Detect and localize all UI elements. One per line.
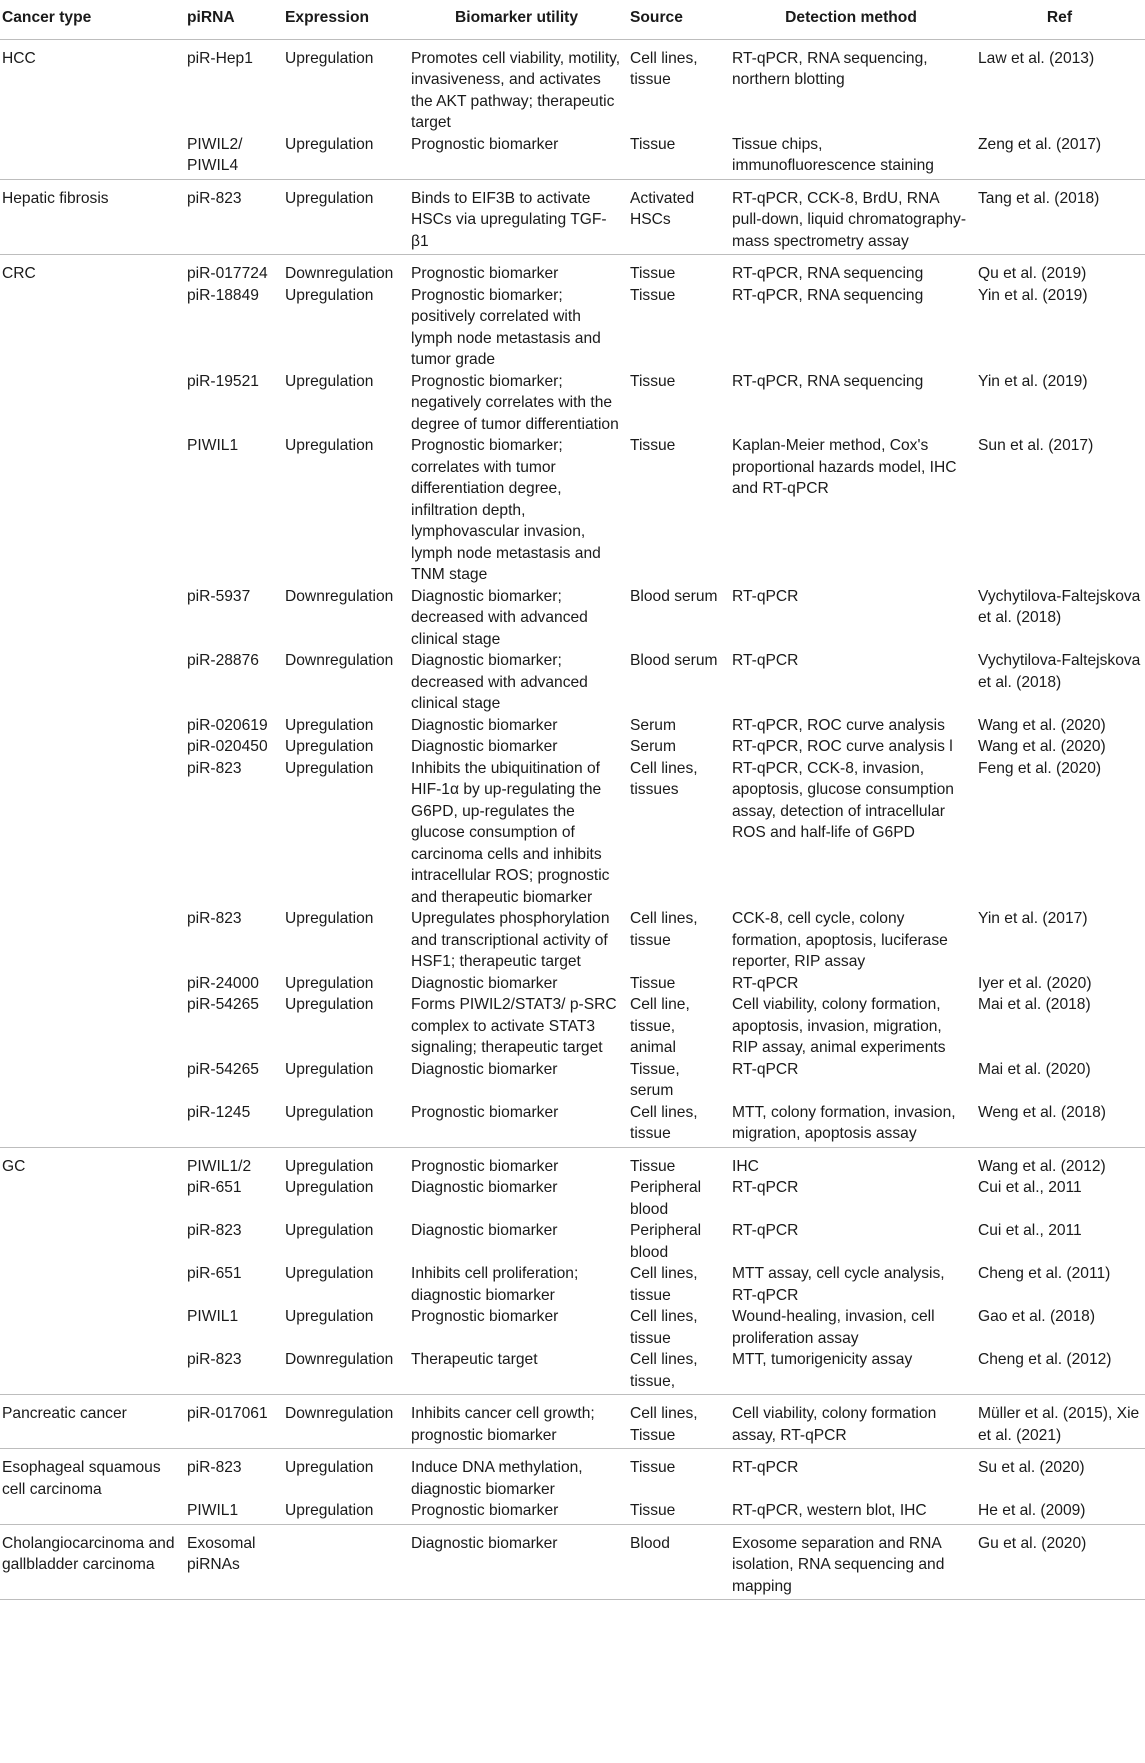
- cell-cancer-type: [0, 1306, 183, 1349]
- table-row: [0, 134, 1145, 180]
- cell-source: Cell lines, tissue: [630, 1265, 698, 1304]
- cell-ref: Müller et al. (2015), Xie et al. (2021): [974, 1395, 1145, 1449]
- cell-biomarker-utility: Prognostic biomarker: [411, 265, 559, 282]
- cell-cancer-type: GC: [2, 1157, 26, 1175]
- cell-detection-method: Wound-healing, invasion, cell proliferation assay: [732, 1308, 935, 1347]
- cell-cancer-type: Hepatic fibrosis: [0, 179, 183, 255]
- cell-source: Cell lines, tissue,: [626, 1349, 728, 1395]
- cell-source: Cell line, tissue, animal: [630, 996, 690, 1056]
- cell-biomarker-utility: Binds to EIF3B to activate HSCs via upregulating TGF-β1: [407, 179, 626, 255]
- table-row: [0, 1524, 1145, 1600]
- table-row: [0, 1449, 1145, 1501]
- cell-source: Blood serum: [630, 652, 718, 669]
- cell-detection-method: Cell viability, colony formation, apoptosis, invasion, migration, RIP assay, animal experiments: [732, 996, 946, 1056]
- cell-biomarker-utility: Prognostic biomarker: [407, 134, 626, 180]
- cell-source: Tissue: [626, 1500, 728, 1524]
- cell-biomarker-utility: Inhibits the ubiquitination of HIF-1α by up-regulating the G6PD, up-regulates the glucose consumption of carcinoma cells and inhibits intracellular ROS; prognostic and therapeutic biomarker: [411, 759, 610, 906]
- cell-ref: Tang et al. (2018): [974, 179, 1145, 255]
- cell-source: Cell lines, tissue: [630, 910, 698, 949]
- cell-ref: Cheng et al. (2011): [978, 1265, 1111, 1282]
- cell-expression: Upregulation: [285, 1459, 374, 1476]
- cell-expression: Upregulation: [285, 437, 374, 454]
- cell-detection-method: RT-qPCR: [732, 1179, 799, 1196]
- cell-biomarker-utility: Diagnostic biomarker: [411, 738, 558, 755]
- cell-pirna: PIWIL1: [187, 1308, 239, 1325]
- table-row: [0, 39, 1145, 134]
- cell-expression: Upregulation: [285, 974, 374, 992]
- cell-detection-method: Tissue chips, immunofluorescence staining: [728, 134, 974, 180]
- cell-source: Tissue: [630, 974, 676, 992]
- cell-detection-method: RT-qPCR: [732, 587, 799, 605]
- cell-detection-method: RT-qPCR: [732, 652, 799, 669]
- cell-expression: Downregulation: [285, 265, 394, 282]
- cell-biomarker-utility: Induce DNA methylation, diagnostic biomarker: [411, 1459, 583, 1498]
- cell-pirna: Exosomal piRNAs: [183, 1524, 281, 1600]
- table-row: [0, 1500, 1145, 1524]
- cell-ref: Weng et al. (2018): [974, 1102, 1145, 1148]
- cell-biomarker-utility: Diagnostic biomarker: [411, 716, 558, 734]
- cell-biomarker-utility: Prognostic biomarker; positively correlated with lymph node metastasis and tumor grade: [411, 286, 601, 368]
- cell-biomarker-utility: Diagnostic biomarker: [411, 1179, 558, 1196]
- cell-cancer-type: [0, 134, 183, 180]
- cell-expression: Upregulation: [285, 1179, 374, 1196]
- cell-ref: Mai et al. (2018): [978, 996, 1091, 1013]
- cell-expression: Upregulation: [281, 179, 407, 255]
- table-row: [0, 371, 1145, 436]
- cell-source: Blood serum: [630, 587, 718, 605]
- cell-biomarker-utility: Forms PIWIL2/STAT3/ p-SRC complex to activate STAT3 signaling; therapeutic target: [411, 996, 617, 1056]
- cell-detection-method: Exosome separation and RNA isolation, RNA sequencing and mapping: [728, 1524, 974, 1600]
- cell-expression: Upregulation: [285, 49, 374, 67]
- cell-source: Cell lines, tissue: [630, 49, 698, 88]
- cell-cancer-type: [0, 1349, 183, 1395]
- cell-expression: Upregulation: [285, 1308, 374, 1325]
- cell-cancer-type: [0, 650, 183, 715]
- cell-pirna: piR-18849: [187, 286, 259, 304]
- cell-cancer-type: [0, 1059, 183, 1102]
- cell-pirna: PIWIL1: [183, 1500, 281, 1524]
- cell-ref: Su et al. (2020): [978, 1459, 1085, 1476]
- cell-detection-method: RT-qPCR: [732, 1459, 799, 1476]
- cell-cancer-type: [0, 1177, 183, 1220]
- cell-ref: Cui et al., 2011: [978, 1179, 1082, 1196]
- cell-expression: Upregulation: [285, 1060, 374, 1078]
- cell-biomarker-utility: Diagnostic biomarker; decreased with advanced clinical stage: [411, 587, 588, 648]
- cell-pirna: piR-651: [187, 1265, 242, 1282]
- cell-expression: Upregulation: [281, 1102, 407, 1148]
- cell-source: Serum: [630, 716, 676, 734]
- cell-cancer-type: [0, 758, 183, 909]
- cell-source: Cell lines, Tissue: [626, 1395, 728, 1449]
- cell-pirna: piR-Hep1: [187, 49, 253, 67]
- cell-ref: Gao et al. (2018): [978, 1308, 1096, 1325]
- cell-ref: Feng et al. (2020): [978, 759, 1102, 777]
- cell-pirna: piR-54265: [187, 996, 259, 1013]
- table-row: [0, 736, 1145, 758]
- table-row: [0, 586, 1145, 651]
- table-row: [0, 758, 1145, 909]
- cell-source: Cell lines, tissue: [626, 1102, 728, 1148]
- header-cancer-type: Cancer type: [0, 0, 183, 39]
- cell-biomarker-utility: Inhibits cancer cell growth; prognostic biomarker: [407, 1395, 626, 1449]
- cell-source: Tissue: [630, 437, 676, 454]
- table-row: [0, 1220, 1145, 1263]
- cell-detection-method: Kaplan-Meier method, Cox's proportional hazards model, IHC and RT-qPCR: [732, 437, 957, 497]
- cell-ref: Wang et al. (2012): [978, 1157, 1106, 1175]
- cell-detection-method: RT-qPCR, RNA sequencing, northern blotting: [732, 49, 928, 88]
- table-row: [0, 1263, 1145, 1306]
- cell-cancer-type: Pancreatic cancer: [0, 1395, 183, 1449]
- cell-cancer-type: [0, 586, 183, 651]
- cell-pirna: piR-823: [187, 1459, 242, 1476]
- cell-ref: Wang et al. (2020): [978, 738, 1106, 755]
- cell-detection-method: RT-qPCR, ROC curve analysis l: [732, 738, 953, 755]
- cell-cancer-type: CRC: [2, 265, 36, 282]
- cell-source: Blood: [626, 1524, 728, 1600]
- cell-detection-method: RT-qPCR: [732, 1222, 799, 1239]
- cell-ref: Yin et al. (2019): [978, 286, 1088, 304]
- cell-ref: Yin et al. (2019): [978, 372, 1088, 390]
- cell-detection-method: RT-qPCR, RNA sequencing: [732, 265, 924, 282]
- table-row: [0, 1147, 1145, 1177]
- cell-expression: Upregulation: [285, 910, 374, 927]
- table-row: [0, 285, 1145, 371]
- cell-ref: Qu et al. (2019): [978, 265, 1087, 282]
- cell-detection-method: MTT, tumorigenicity assay: [728, 1349, 974, 1395]
- cell-source: Tissue: [630, 1157, 676, 1175]
- cell-expression: Upregulation: [285, 1222, 374, 1239]
- header-pirna: piRNA: [183, 0, 281, 39]
- cell-detection-method: MTT assay, cell cycle analysis, RT-qPCR: [732, 1265, 945, 1304]
- cell-expression: Upregulation: [285, 372, 374, 390]
- header-biomarker-utility: Biomarker utility: [407, 0, 626, 39]
- cell-ref: Zeng et al. (2017): [974, 134, 1145, 180]
- cell-source: Peripheral blood: [630, 1179, 702, 1218]
- table-row: [0, 1059, 1145, 1102]
- cell-ref: Cheng et al. (2012): [974, 1349, 1145, 1395]
- cell-expression: Downregulation: [285, 587, 394, 605]
- cell-biomarker-utility: Prognostic biomarker; correlates with tumor differentiation degree, infiltration depth, lymphovascular invasion, lymph node metastasis and TNM stage: [411, 437, 601, 583]
- cell-ref: Sun et al. (2017): [978, 437, 1094, 454]
- cell-biomarker-utility: Prognostic biomarker: [407, 1102, 626, 1148]
- cell-detection-method: RT-qPCR: [732, 974, 799, 992]
- cell-expression: Upregulation: [285, 738, 374, 755]
- cell-expression: Downregulation: [281, 1349, 407, 1395]
- cell-pirna: piR-017061: [183, 1395, 281, 1449]
- cell-biomarker-utility: Therapeutic target: [407, 1349, 626, 1395]
- cell-expression: Upregulation: [285, 996, 374, 1013]
- cell-biomarker-utility: Prognostic biomarker; negatively correlates with the degree of tumor differentiation: [411, 372, 619, 433]
- table-row: [0, 435, 1145, 586]
- cell-ref: Wang et al. (2020): [978, 716, 1106, 734]
- cell-pirna: piR-1245: [183, 1102, 281, 1148]
- cell-expression: Upregulation: [285, 1157, 374, 1175]
- header-detection-method: Detection method: [728, 0, 974, 39]
- cell-detection-method: IHC: [732, 1157, 759, 1175]
- table-row: [0, 1395, 1145, 1449]
- table-row: [0, 973, 1145, 995]
- cell-biomarker-utility: Diagnostic biomarker; decreased with advanced clinical stage: [411, 652, 588, 712]
- cell-detection-method: RT-qPCR, ROC curve analysis: [732, 716, 945, 734]
- cell-source: Peripheral blood: [630, 1222, 702, 1261]
- cell-pirna: piR-017724: [187, 265, 268, 282]
- table-row: [0, 650, 1145, 715]
- cell-pirna: piR-28876: [187, 652, 259, 669]
- cell-ref: Gu et al. (2020): [974, 1524, 1145, 1600]
- cell-pirna: PIWIL1/2: [187, 1157, 252, 1175]
- cell-cancer-type: [0, 973, 183, 995]
- cell-expression: Upregulation: [281, 1500, 407, 1524]
- cell-source: Tissue, serum: [630, 1060, 680, 1099]
- cell-expression: Downregulation: [285, 652, 394, 669]
- cell-biomarker-utility: Diagnostic biomarker: [411, 1222, 558, 1239]
- cell-pirna: piR-19521: [187, 372, 259, 390]
- cell-pirna: piR-5937: [187, 587, 251, 605]
- cell-pirna: piR-823: [187, 1222, 242, 1239]
- cell-pirna: piR-020619: [187, 716, 268, 734]
- table-row: [0, 1349, 1145, 1395]
- cell-detection-method: RT-qPCR: [732, 1060, 799, 1078]
- cell-biomarker-utility: Diagnostic biomarker: [407, 1524, 626, 1600]
- cell-ref: Iyer et al. (2020): [978, 974, 1092, 992]
- cell-detection-method: RT-qPCR, RNA sequencing: [732, 286, 924, 304]
- cell-expression: Upregulation: [285, 286, 374, 304]
- cell-source: Activated HSCs: [626, 179, 728, 255]
- cell-pirna: piR-020450: [187, 738, 268, 755]
- header-ref: Ref: [974, 0, 1145, 39]
- table-row: [0, 255, 1145, 285]
- cell-cancer-type: [0, 285, 183, 371]
- cell-biomarker-utility: Upregulates phosphorylation and transcriptional activity of HSF1; therapeutic target: [411, 910, 610, 970]
- cell-detection-method: CCK-8, cell cycle, colony formation, apoptosis, luciferase reporter, RIP assay: [732, 910, 948, 970]
- cell-cancer-type: [0, 736, 183, 758]
- cell-expression: [281, 1524, 407, 1600]
- cell-cancer-type: [0, 908, 183, 973]
- cell-cancer-type: [0, 1500, 183, 1524]
- cell-pirna: piR-24000: [187, 974, 259, 992]
- cell-source: Cell lines, tissues: [630, 759, 698, 798]
- cell-ref: Mai et al. (2020): [978, 1060, 1091, 1078]
- cell-expression: Downregulation: [281, 1395, 407, 1449]
- cell-pirna: piR-823: [183, 179, 281, 255]
- cell-detection-method: MTT, colony formation, invasion, migration, apoptosis assay: [728, 1102, 974, 1148]
- cell-biomarker-utility: Prognostic biomarker: [411, 1308, 559, 1325]
- cell-cancer-type: [0, 1220, 183, 1263]
- cell-cancer-type: [0, 371, 183, 436]
- header-source: Source: [626, 0, 728, 39]
- cell-source: Tissue: [630, 1459, 676, 1476]
- cell-detection-method: Cell viability, colony formation assay, RT-qPCR: [728, 1395, 974, 1449]
- cell-ref: Cui et al., 2011: [978, 1222, 1082, 1239]
- cell-ref: Yin et al. (2017): [978, 910, 1088, 927]
- cell-ref: Law et al. (2013): [978, 49, 1095, 67]
- cell-cancer-type: Cholangiocarcinoma and gallbladder carcinoma: [0, 1524, 183, 1600]
- cell-source: Tissue: [630, 372, 676, 390]
- cell-cancer-type: [0, 715, 183, 737]
- cell-cancer-type: [0, 1263, 183, 1306]
- cell-source: Serum: [630, 738, 676, 755]
- table-row: [0, 908, 1145, 973]
- table-row: [0, 1102, 1145, 1148]
- cell-cancer-type: [0, 994, 183, 1059]
- cell-pirna: PIWIL2/ PIWIL4: [183, 134, 281, 180]
- cell-pirna: PIWIL1: [187, 437, 239, 454]
- cell-expression: Upregulation: [281, 134, 407, 180]
- cell-pirna: piR-823: [187, 910, 242, 927]
- cell-ref: Vychytilova-Faltejskova et al. (2018): [978, 652, 1141, 691]
- table-row: [0, 179, 1145, 255]
- cell-detection-method: RT-qPCR, RNA sequencing: [732, 372, 924, 390]
- cell-biomarker-utility: Diagnostic biomarker: [411, 1060, 558, 1078]
- cell-ref: He et al. (2009): [974, 1500, 1145, 1524]
- cell-expression: Upregulation: [285, 1265, 374, 1282]
- cell-biomarker-utility: Prognostic biomarker: [411, 1157, 559, 1175]
- cell-pirna: piR-823: [183, 1349, 281, 1395]
- cell-biomarker-utility: Promotes cell viability, motility, invasiveness, and activates the AKT pathway; therapeutic target: [411, 49, 621, 131]
- table-row: [0, 1306, 1145, 1349]
- table-row: [0, 1177, 1145, 1220]
- cell-pirna: piR-823: [187, 759, 242, 777]
- cell-biomarker-utility: Diagnostic biomarker: [411, 974, 558, 992]
- cell-cancer-type: Esophageal squamous cell carcinoma: [2, 1459, 161, 1498]
- cell-source: Cell lines, tissue: [630, 1308, 698, 1347]
- cell-biomarker-utility: Prognostic biomarker: [407, 1500, 626, 1524]
- table-row: [0, 715, 1145, 737]
- cell-source: Tissue: [630, 265, 676, 282]
- header-row: [0, 0, 1145, 39]
- header-expression: Expression: [281, 0, 407, 39]
- cell-source: Tissue: [626, 134, 728, 180]
- cell-pirna: piR-651: [187, 1179, 242, 1196]
- cell-cancer-type: [0, 1102, 183, 1148]
- table-row: [0, 994, 1145, 1059]
- cell-ref: Vychytilova-Faltejskova et al. (2018): [978, 587, 1141, 626]
- cell-biomarker-utility: Inhibits cell proliferation; diagnostic biomarker: [411, 1265, 579, 1304]
- cell-detection-method: RT-qPCR, CCK-8, BrdU, RNA pull-down, liquid chromatography-mass spectrometry assay: [728, 179, 974, 255]
- cell-detection-method: RT-qPCR, western blot, IHC: [728, 1500, 974, 1524]
- cell-expression: Upregulation: [285, 716, 374, 734]
- cell-cancer-type: HCC: [2, 49, 36, 67]
- cell-source: Tissue: [630, 286, 676, 304]
- cell-pirna: piR-54265: [187, 1060, 259, 1078]
- cell-expression: Upregulation: [285, 759, 374, 777]
- cell-cancer-type: [0, 435, 183, 586]
- cell-detection-method: RT-qPCR, CCK-8, invasion, apoptosis, glucose consumption assay, detection of intracellular ROS and half-life of G6PD: [732, 759, 954, 841]
